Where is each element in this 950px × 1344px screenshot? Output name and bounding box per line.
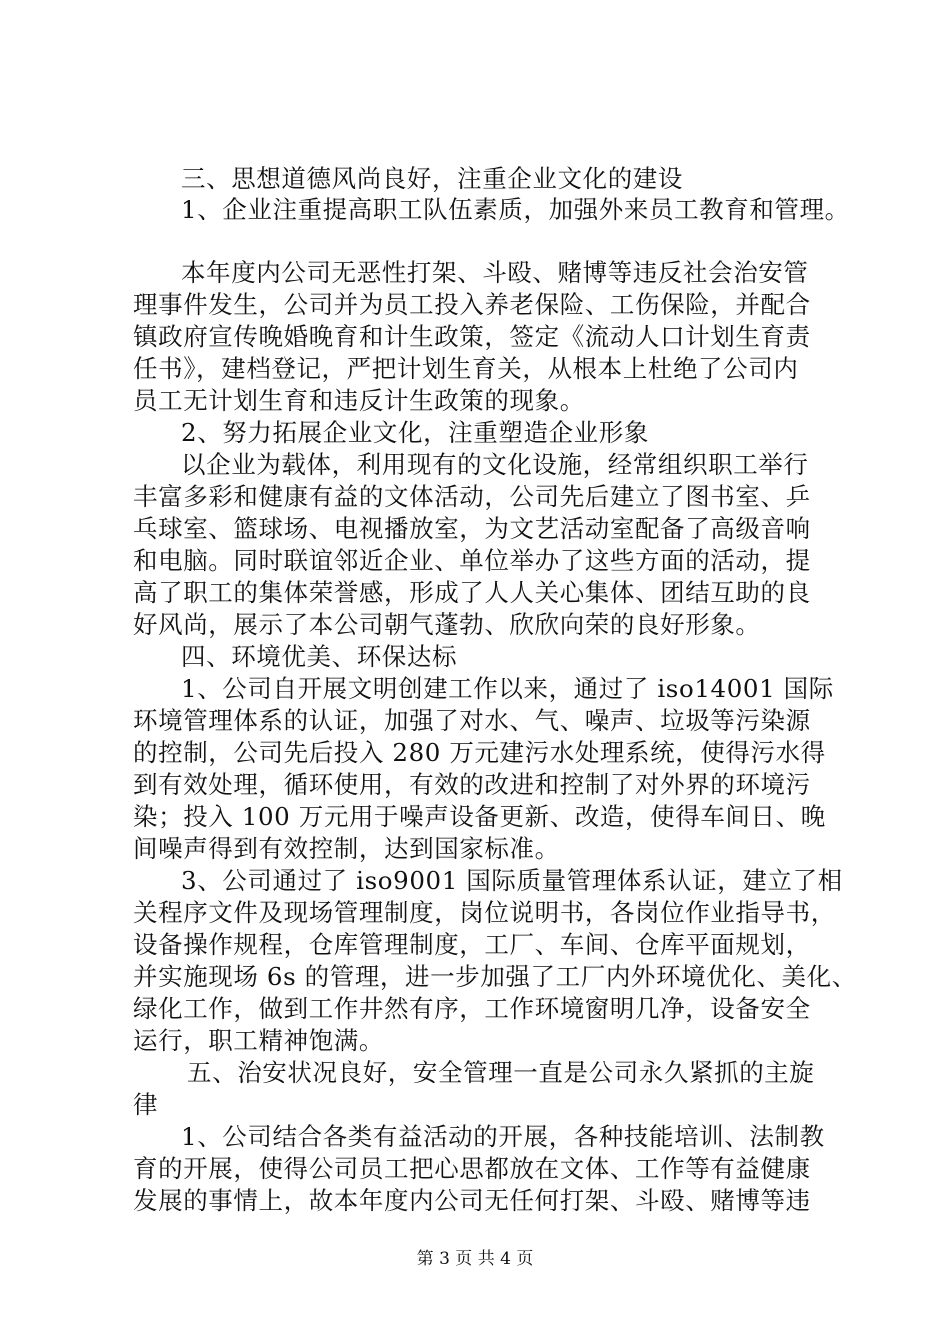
paragraph-line: 和电脑。同时联谊邻近企业、单位举办了这些方面的活动，提: [133, 546, 811, 575]
paragraph-line: 1、公司自开展文明创建工作以来，通过了 iso14001 国际: [181, 674, 834, 703]
paragraph-line: 丰富多彩和健康有益的文体活动，公司先后建立了图书室、乒: [133, 482, 811, 511]
paragraph-line: 乓球室、篮球场、电视播放室，为文艺活动室配备了高级音响: [133, 514, 811, 543]
paragraph-line: 本年度内公司无恶性打架、斗殴、赌博等违反社会治安管: [181, 258, 809, 287]
paragraph-line: 运行，职工精神饱满。: [133, 1026, 384, 1055]
paragraph-line: 律: [133, 1090, 159, 1119]
page-footer: 第 3 页 共 4 页: [416, 1249, 534, 1269]
heading-section-4: 四、环境优美、环保达标: [181, 642, 458, 671]
paragraph-line: 镇政府宣传晚婚晚育和计生政策，签定《流动人口计划生育责: [133, 322, 811, 351]
paragraph-line: 高了职工的集体荣誉感，形成了人人关心集体、团结互助的良: [133, 578, 811, 607]
paragraph-line: 员工无计划生育和违反计生政策的现象。: [133, 386, 585, 415]
paragraph-line: 环境管理体系的认证，加强了对水、气、噪声、垃圾等污染源: [133, 706, 811, 735]
heading-section-3: 三、思想道德风尚良好，注重企业文化的建设: [181, 164, 683, 193]
paragraph-line: 1、企业注重提高职工队伍素质，加强外来员工教育和管理。: [181, 195, 850, 224]
paragraph-line: 任书》，建档登记，严把计划生育关，从根本上杜绝了公司内: [133, 354, 799, 383]
paragraph-line: 发展的事情上，故本年度内公司无任何打架、斗殴、赌博等违: [133, 1186, 811, 1215]
paragraph-line: 绿化工作，做到工作井然有序，工作环境窗明几净，设备安全: [133, 994, 811, 1023]
paragraph-line: 设备操作规程，仓库管理制度，工厂、车间、仓库平面规划，: [133, 930, 811, 959]
paragraph-line: 好风尚，展示了本公司朝气蓬勃、欣欣向荣的良好形象。: [133, 610, 761, 639]
paragraph-line: 并实施现场 6s 的管理，进一步加强了工厂内外环境优化、美化、: [133, 962, 857, 991]
subheading-line: 2、努力拓展企业文化，注重塑造企业形象: [181, 418, 649, 447]
paragraph-line: 的控制，公司先后投入 280 万元建污水处理系统，使得污水得: [133, 738, 826, 767]
paragraph-line: 以企业为载体，利用现有的文化设施，经常组织职工举行: [181, 450, 809, 479]
paragraph-line: 1、公司结合各类有益活动的开展，各种技能培训、法制教: [181, 1122, 825, 1151]
paragraph-line: 染；投入 100 万元用于噪声设备更新、改造，使得车间日、晚: [133, 802, 826, 831]
paragraph-line: 到有效处理，循环使用，有效的改进和控制了对外界的环境污: [133, 770, 811, 799]
paragraph-line: 3、公司通过了 iso9001 国际质量管理体系认证，建立了相: [181, 866, 843, 895]
paragraph-line: 育的开展，使得公司员工把心思都放在文体、工作等有益健康: [133, 1154, 811, 1183]
heading-section-5: 五、治安状况良好，安全管理一直是公司永久紧抓的主旋: [187, 1058, 815, 1087]
paragraph-line: 关程序文件及现场管理制度，岗位说明书，各岗位作业指导书，: [133, 898, 836, 927]
paragraph-line: 理事件发生，公司并为员工投入养老保险、工伤保险，并配合: [133, 290, 811, 319]
paragraph-line: 间噪声得到有效控制，达到国家标准。: [133, 834, 560, 863]
